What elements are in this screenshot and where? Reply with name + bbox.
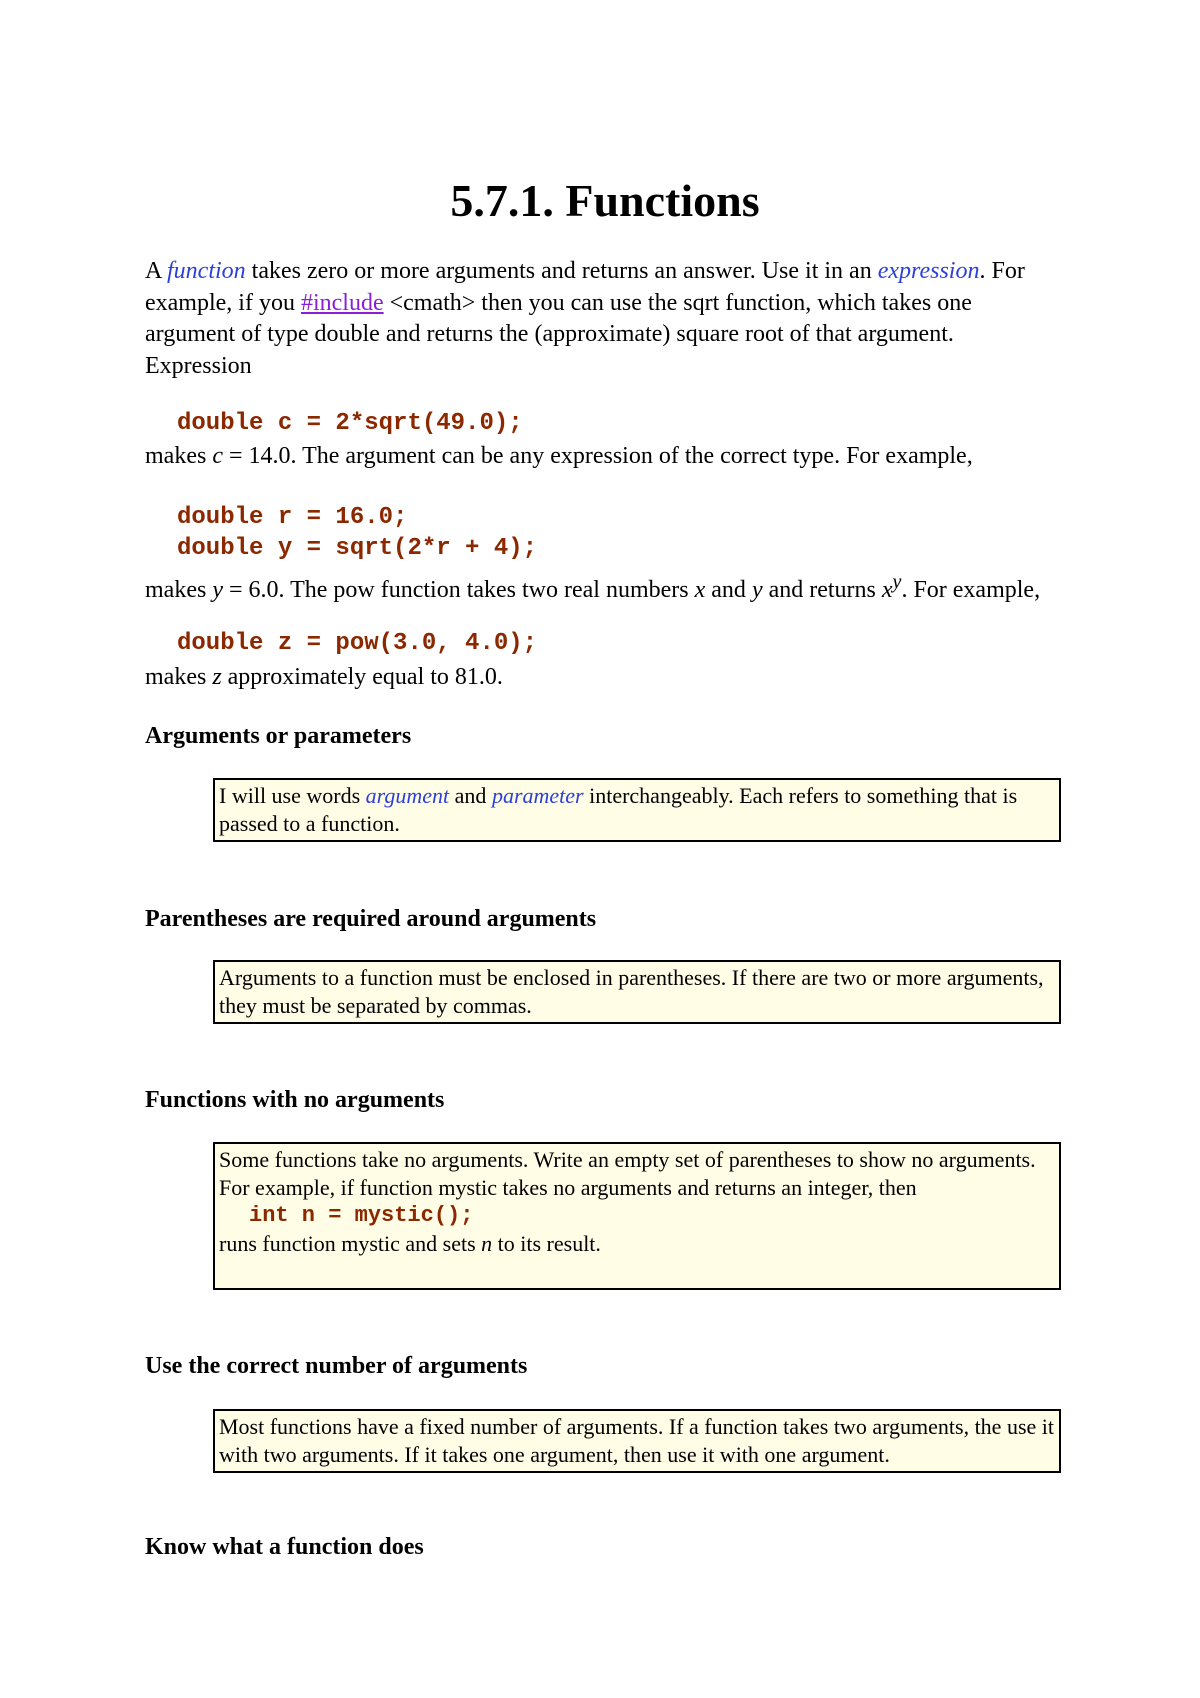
section-heading-parentheses-required: Parentheses are required around arguments <box>145 906 597 932</box>
term-function[interactable]: function <box>167 258 246 284</box>
intro-text: takes zero or more arguments and returns an answer. Use it in an <box>245 258 878 284</box>
term-expression[interactable]: expression <box>877 258 980 284</box>
text: . For example, <box>901 577 1041 603</box>
variable: x <box>881 577 893 603</box>
text: approximately equal to 81.0. <box>221 664 503 690</box>
term-argument[interactable]: argument <box>365 783 450 808</box>
box-text: interchangeably. Each refers to something that is passed to a function. <box>219 783 1018 836</box>
text: makes <box>145 664 213 690</box>
box-text: and <box>449 783 492 808</box>
text: = 14.0. The argument can be any expression of the correct type. For example, <box>222 443 973 469</box>
intro-paragraph <box>145 256 1055 382</box>
box-text: Some functions take no arguments. Write an empty set of parentheses to show no arguments. For example, if function mystic takes no arguments and returns an integer, then <box>219 1147 1036 1200</box>
code-example-r: double r = 16.0; <box>177 504 408 531</box>
text: = 6.0. The pow function takes two real numbers <box>222 577 695 603</box>
section-heading-correct-number: Use the correct number of arguments <box>145 1353 528 1379</box>
section-heading-know-what-function-does: Know what a function does <box>145 1534 424 1560</box>
box-text: to its result. <box>492 1231 601 1256</box>
note-box-arguments-parameters <box>213 778 1061 842</box>
superscript: y <box>892 571 902 593</box>
code-example-sqrt: double c = 2*sqrt(49.0); <box>177 410 523 437</box>
variable: c <box>212 443 223 469</box>
intro-text: A <box>145 258 168 284</box>
code-example-pow: double z = pow(3.0, 4.0); <box>177 630 538 657</box>
note-box-correct-number: Most functions have a fixed number of arguments. If a function takes two arguments, the use it with two arguments. If it takes one argument, then use it with one argument. <box>213 1409 1061 1473</box>
section-heading-no-arguments: Functions with no arguments <box>145 1087 445 1113</box>
paragraph-pow <box>145 567 1060 607</box>
section-heading-arguments-or-parameters: Arguments or parameters <box>145 723 412 749</box>
variable: n <box>481 1231 493 1256</box>
note-box-no-arguments <box>213 1142 1061 1290</box>
intro-text: <cmath> then you can use the sqrt function, which takes one argument of type double and returns the (approximate) square root of that argument. Expression <box>145 289 972 379</box>
include-link[interactable]: #include <box>300 289 384 316</box>
paragraph-pow-result <box>145 662 503 694</box>
text: and <box>705 577 752 603</box>
term-parameter[interactable]: parameter <box>491 783 584 808</box>
variable: z <box>212 664 222 690</box>
box-text: runs function mystic and sets <box>219 1231 482 1256</box>
text: makes <box>145 443 213 469</box>
text: and returns <box>762 577 882 603</box>
variable: y <box>751 577 763 603</box>
note-box-parentheses: Arguments to a function must be enclosed in parentheses. If there are two or more arguments, they must be separated by commas. <box>213 960 1061 1024</box>
intro-text: . For example, if you <box>145 258 1025 316</box>
text: makes <box>145 577 213 603</box>
variable: x <box>694 577 706 603</box>
code-example-y: double y = sqrt(2*r + 4); <box>177 535 538 562</box>
page-title: 5.7.1. Functions <box>450 175 760 226</box>
paragraph-sqrt-result <box>145 441 1045 473</box>
code-example-mystic: int n = mystic(); <box>249 1203 474 1228</box>
variable: y <box>212 577 223 603</box>
box-text: I will use words <box>219 783 366 808</box>
